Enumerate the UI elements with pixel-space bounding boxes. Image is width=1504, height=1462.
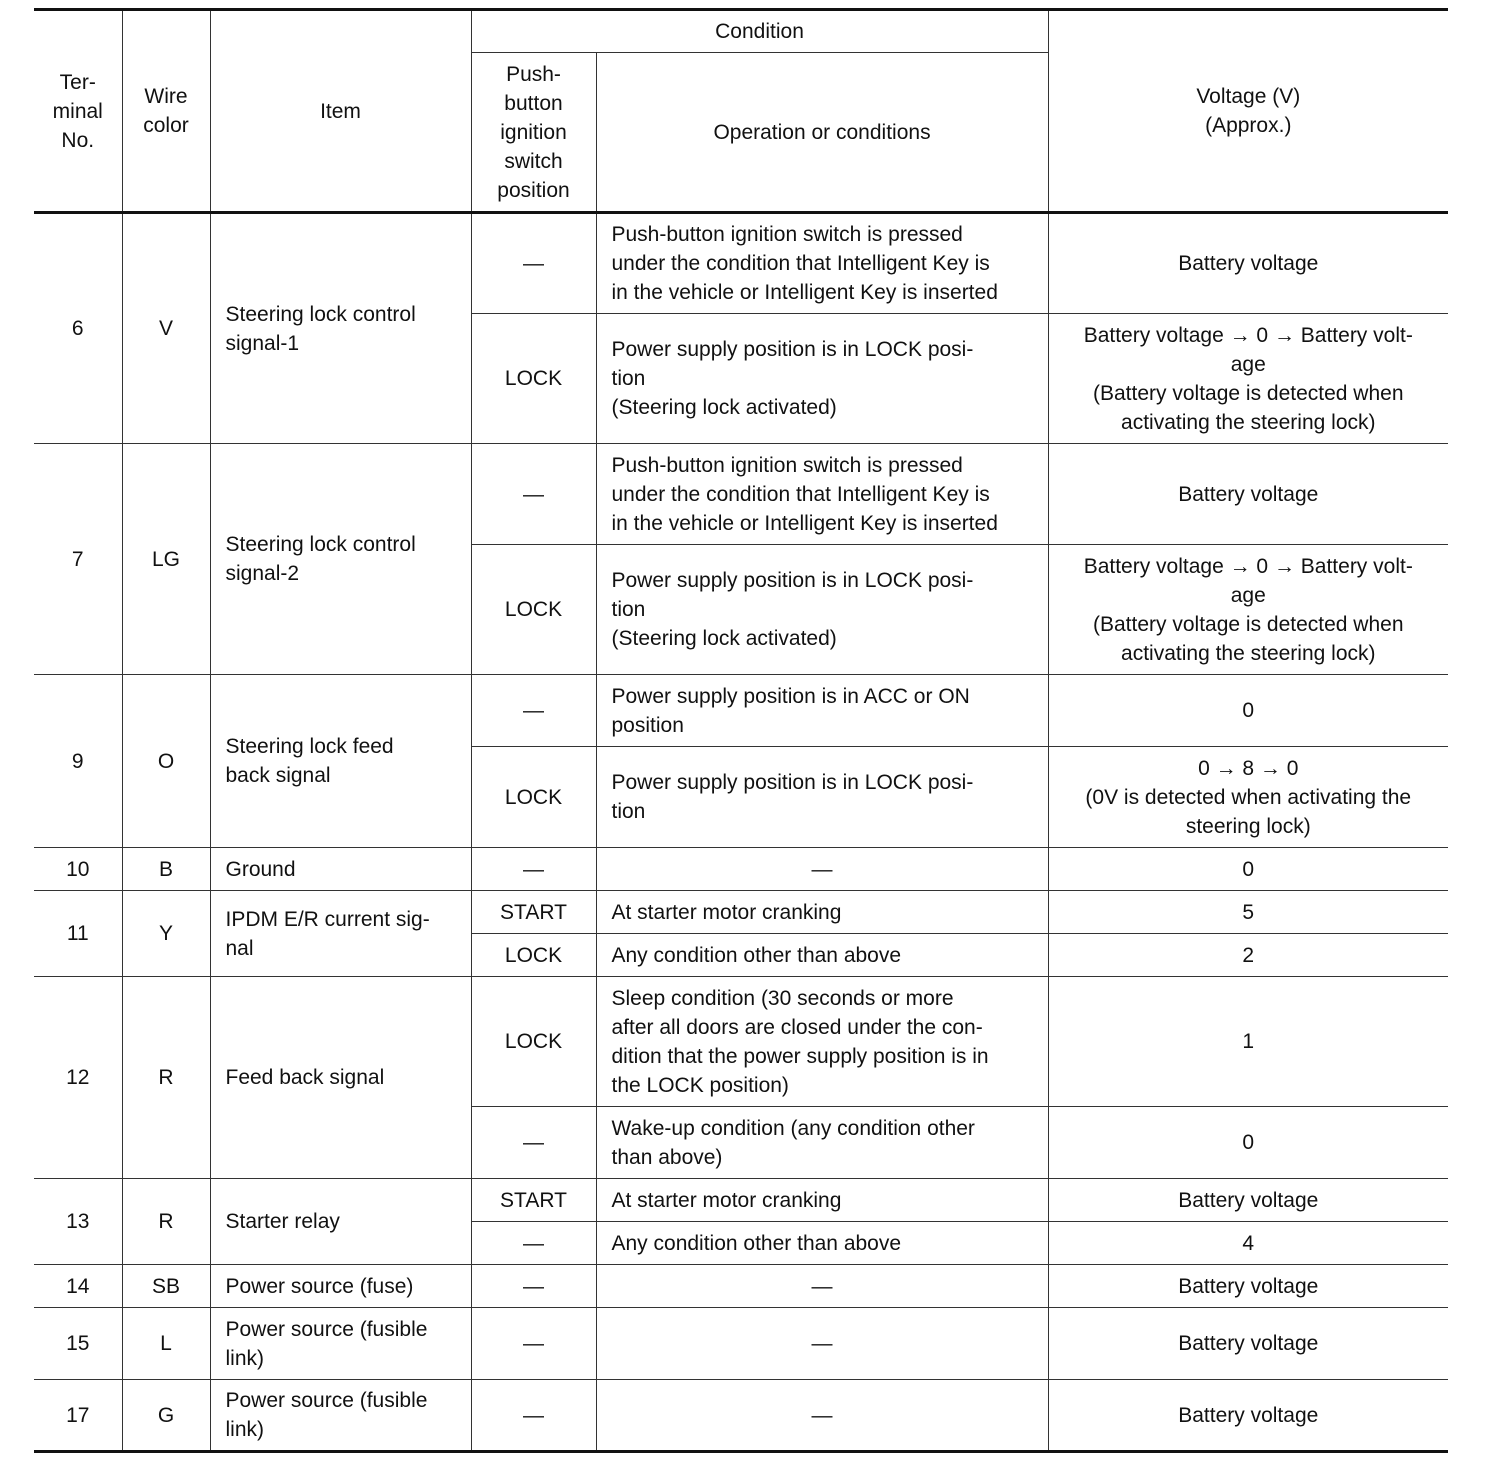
voltage-cell: Battery voltage xyxy=(1048,1179,1448,1222)
table-row xyxy=(34,213,1448,314)
table-body xyxy=(34,213,1448,1452)
terminal-no-cell: 7 xyxy=(34,444,122,675)
voltage-cell: 2 xyxy=(1048,934,1448,977)
operation-cell: Power supply position is in LOCK posi- tion (Steering lock activated) xyxy=(596,545,1048,675)
header-condition: Condition xyxy=(471,10,1048,53)
table-row xyxy=(34,444,1448,545)
header-voltage: Voltage (V) (Approx.) xyxy=(1048,10,1448,213)
operation-cell: Push-button ignition switch is pressed under the condition that Intelligent Key is in the vehicle or Intelligent Key is inserted xyxy=(596,444,1048,545)
operation-cell: At starter motor cranking xyxy=(596,1179,1048,1222)
switch-position-cell: LOCK xyxy=(471,977,596,1107)
wire-color-cell: R xyxy=(122,1179,210,1265)
operation-cell: Power supply position is in ACC or ON position xyxy=(596,675,1048,747)
operation-cell: — xyxy=(596,1380,1048,1452)
voltage-cell: 4 xyxy=(1048,1222,1448,1265)
switch-position-cell: — xyxy=(471,848,596,891)
operation-cell: — xyxy=(596,848,1048,891)
operation-cell: — xyxy=(596,1265,1048,1308)
switch-position-cell: LOCK xyxy=(471,934,596,977)
operation-cell: Any condition other than above xyxy=(596,1222,1048,1265)
table-row xyxy=(34,1380,1448,1452)
table-row xyxy=(34,1179,1448,1222)
operation-cell: At starter motor cranking xyxy=(596,891,1048,934)
wire-color-cell: V xyxy=(122,213,210,444)
switch-position-cell: — xyxy=(471,1265,596,1308)
switch-position-cell: — xyxy=(471,1107,596,1179)
item-cell: Starter relay xyxy=(210,1179,471,1265)
switch-position-cell: — xyxy=(471,444,596,545)
wire-color-cell: L xyxy=(122,1308,210,1380)
switch-position-cell: — xyxy=(471,675,596,747)
operation-cell: Power supply position is in LOCK posi- tion (Steering lock activated) xyxy=(596,314,1048,444)
item-cell: Power source (fuse) xyxy=(210,1265,471,1308)
operation-cell: Wake-up condition (any condition other than above) xyxy=(596,1107,1048,1179)
operation-cell: Sleep condition (30 seconds or more after all doors are closed under the con- dition that the power supply position is in the LOCK position) xyxy=(596,977,1048,1107)
voltage-cell: Battery voltage xyxy=(1048,1380,1448,1452)
voltage-cell: 1 xyxy=(1048,977,1448,1107)
voltage-cell: Battery voltage xyxy=(1048,1265,1448,1308)
terminal-no-cell: 9 xyxy=(34,675,122,848)
switch-position-cell: — xyxy=(471,1380,596,1452)
header-terminal-no: Ter- minal No. xyxy=(34,10,122,213)
terminal-no-cell: 12 xyxy=(34,977,122,1179)
table-row xyxy=(34,1265,1448,1308)
wire-color-cell: Y xyxy=(122,891,210,977)
switch-position-cell: — xyxy=(471,213,596,314)
table-row xyxy=(34,675,1448,747)
item-cell: Power source (fusible link) xyxy=(210,1308,471,1380)
voltage-cell: 0 xyxy=(1048,675,1448,747)
wire-color-cell: B xyxy=(122,848,210,891)
header-operation: Operation or conditions xyxy=(596,53,1048,213)
voltage-cell: Battery voltage → 0 → Battery volt- age (Battery voltage is detected when activating the steering lock) xyxy=(1048,545,1448,675)
voltage-cell: Battery voltage xyxy=(1048,444,1448,545)
item-cell: IPDM E/R current sig- nal xyxy=(210,891,471,977)
item-cell: Power source (fusible link) xyxy=(210,1380,471,1452)
wire-color-cell: SB xyxy=(122,1265,210,1308)
table-row xyxy=(34,848,1448,891)
terminal-spec-table xyxy=(34,8,1448,1453)
wire-color-cell: R xyxy=(122,977,210,1179)
item-cell: Steering lock control signal-1 xyxy=(210,213,471,444)
voltage-cell: Battery voltage → 0 → Battery volt- age (Battery voltage is detected when activating the steering lock) xyxy=(1048,314,1448,444)
terminal-no-cell: 15 xyxy=(34,1308,122,1380)
operation-cell: — xyxy=(596,1308,1048,1380)
voltage-cell: 0 xyxy=(1048,1107,1448,1179)
voltage-cell: Battery voltage xyxy=(1048,1308,1448,1380)
operation-cell: Power supply position is in LOCK posi- tion xyxy=(596,747,1048,848)
header-switch-position: Push- button ignition switch position xyxy=(471,53,596,213)
switch-position-cell: LOCK xyxy=(471,545,596,675)
item-cell: Steering lock control signal-2 xyxy=(210,444,471,675)
terminal-no-cell: 11 xyxy=(34,891,122,977)
header-item: Item xyxy=(210,10,471,213)
wire-color-cell: O xyxy=(122,675,210,848)
terminal-no-cell: 10 xyxy=(34,848,122,891)
voltage-cell: 0 → 8 → 0 (0V is detected when activating the steering lock) xyxy=(1048,747,1448,848)
switch-position-cell: LOCK xyxy=(471,747,596,848)
header-wire-color: Wire color xyxy=(122,10,210,213)
terminal-no-cell: 6 xyxy=(34,213,122,444)
switch-position-cell: START xyxy=(471,891,596,934)
table-row xyxy=(34,1308,1448,1380)
switch-position-cell: START xyxy=(471,1179,596,1222)
terminal-no-cell: 13 xyxy=(34,1179,122,1265)
wire-color-cell: G xyxy=(122,1380,210,1452)
item-cell: Steering lock feed back signal xyxy=(210,675,471,848)
table-row xyxy=(34,977,1448,1107)
voltage-cell: 5 xyxy=(1048,891,1448,934)
switch-position-cell: — xyxy=(471,1222,596,1265)
terminal-no-cell: 14 xyxy=(34,1265,122,1308)
switch-position-cell: — xyxy=(471,1308,596,1380)
operation-cell: Any condition other than above xyxy=(596,934,1048,977)
voltage-cell: Battery voltage xyxy=(1048,213,1448,314)
operation-cell: Push-button ignition switch is pressed under the condition that Intelligent Key is in the vehicle or Intelligent Key is inserted xyxy=(596,213,1048,314)
wire-color-cell: LG xyxy=(122,444,210,675)
voltage-cell: 0 xyxy=(1048,848,1448,891)
switch-position-cell: LOCK xyxy=(471,314,596,444)
item-cell: Feed back signal xyxy=(210,977,471,1179)
terminal-no-cell: 17 xyxy=(34,1380,122,1452)
item-cell: Ground xyxy=(210,848,471,891)
table-row xyxy=(34,891,1448,934)
terminal-spec-table-wrapper xyxy=(34,8,1448,1453)
